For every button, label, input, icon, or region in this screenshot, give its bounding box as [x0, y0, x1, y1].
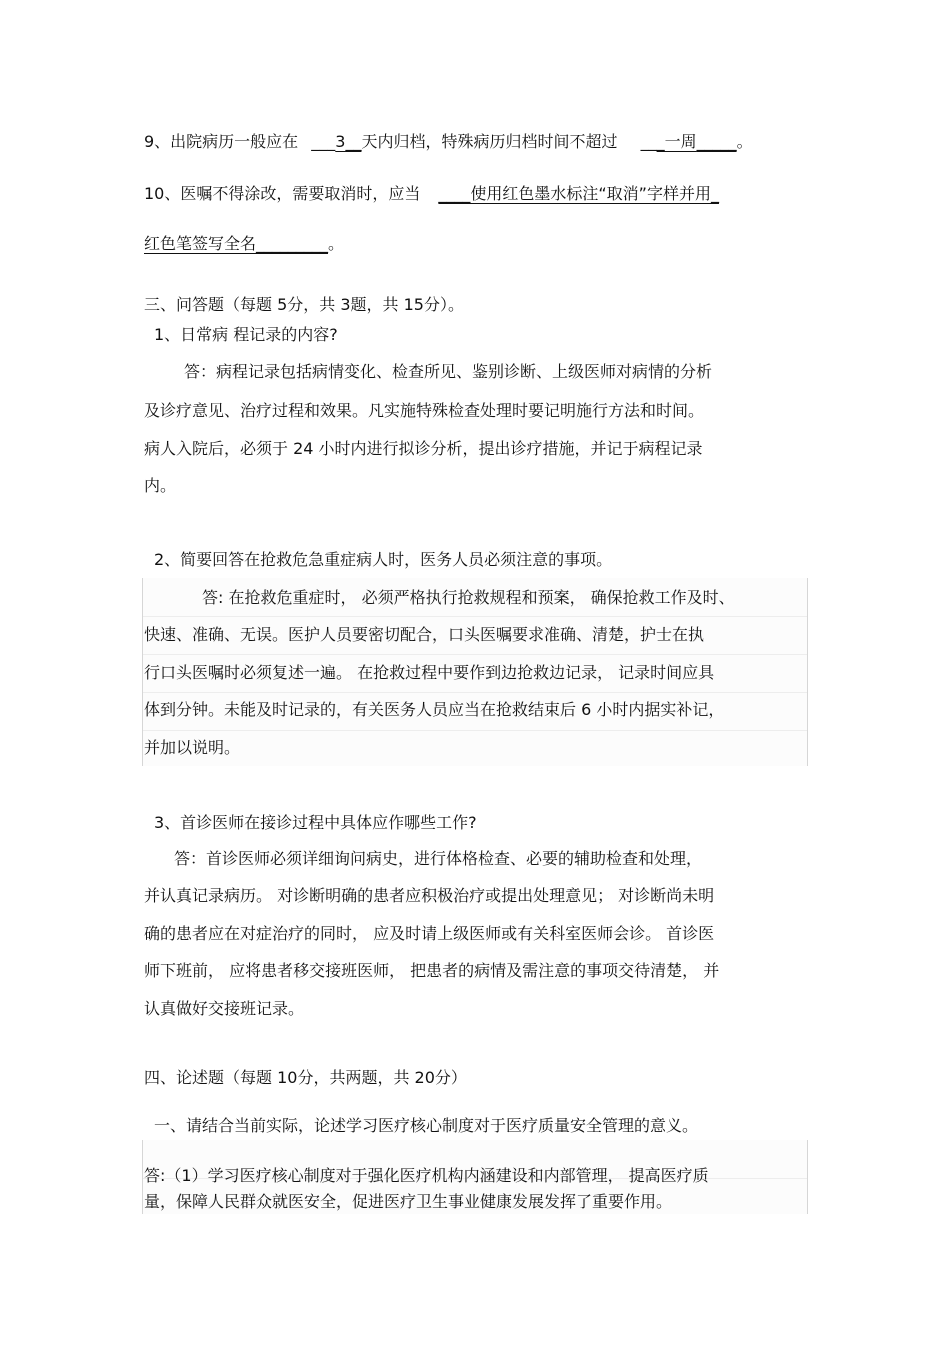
q9-text-a: 9、出院病历一般应在	[144, 132, 299, 151]
s3-q1-answer-line-1: 答：病程记录包括病情变化、检查所见、鉴别诊断、上级医师对病情的分析	[184, 362, 713, 381]
q9-blank-tail: __	[345, 132, 362, 151]
s4-q1-answer-line-2: 量，保障人民群众就医安全，促进医疗卫生事业健康发展发挥了重要作用。	[144, 1192, 673, 1211]
q9-period: 。	[736, 132, 753, 151]
q10-period: 。	[328, 234, 345, 253]
section4-heading: 四、论述题（每题 10分，共两题，共 20分）	[144, 1068, 467, 1087]
s3-q2-answer-line-2: 快速、准确、无误。医护人员要密切配合，口头医嘱要求准确、清楚，护士在执	[144, 625, 705, 644]
q9-text-c: 天内归档，特殊病历归档时间不超过	[361, 132, 618, 151]
fill-in-q10-cont	[144, 236, 344, 252]
s3-q2-question: 2、简要回答在抢救危急重症病人时，医务人员必须注意的事项。	[154, 550, 613, 569]
fill-in-q9	[144, 134, 753, 150]
s3-q2-answer-line-5: 并加以说明。	[144, 738, 241, 757]
s3-q3-question: 3、首诊医师在接诊过程中具体应作哪些工作?	[154, 813, 477, 832]
q9-blank-lead: ___	[306, 132, 336, 151]
s4-q1-answer-line-1: 答:（1）学习医疗核心制度对于强化医疗机构内涵建设和内部管理， 提高医疗质	[144, 1166, 709, 1185]
s3-q2-answer-line-3: 行口头医嘱时必须复述一遍。 在抢救过程中要作到边抢救边记录， 记录时间应具	[144, 663, 715, 682]
s3-q1-answer-line-4: 内。	[144, 476, 177, 495]
s3-q2-answer-line-4: 体到分钟。未能及时记录的，有关医务人员应当在抢救结束后 6 小时内据实补记，	[144, 700, 725, 719]
q9-blank2-answer: _一周	[656, 132, 697, 151]
s3-q3-answer-line-1: 答：首诊医师必须详细询问病史，进行体格检查、必要的辅助检查和处理，	[174, 849, 703, 868]
s3-q1-answer-line-3: 病人入院后，必须于 24 小时内进行拟诊分析，提出诊疗措施，并记于病程记录	[144, 439, 703, 458]
s3-q2-answer-line-1: 答: 在抢救危重症时， 必须严格执行抢救规程和预案， 确保抢救工作及时、	[202, 588, 735, 607]
fill-in-q10	[144, 186, 719, 202]
section3-heading: 三、问答题（每题 5分，共 3题，共 15分）。	[144, 295, 464, 314]
s3-q3-answer-line-5: 认真做好交接班记录。	[144, 999, 305, 1018]
q9-blank2-lead: __	[635, 132, 657, 151]
q10-answer-part1: ____使用红色墨水标注“取消”字样并用_	[438, 184, 719, 203]
q10-text-a: 10、医嘱不得涂改，需要取消时，应当	[144, 184, 421, 203]
s4-q1-question: 一、请结合当前实际，论述学习医疗核心制度对于医疗质量安全管理的意义。	[154, 1116, 699, 1135]
q9-blank2-tail: _____	[696, 132, 737, 151]
s3-q3-answer-line-4: 师下班前， 应将患者移交接班医师， 把患者的病情及需注意的事项交待清楚， 并	[144, 961, 720, 980]
s3-q3-answer-line-2: 并认真记录病历。 对诊断明确的患者应积极治疗或提出处理意见； 对诊断尚未明	[144, 886, 715, 905]
s3-q1-question: 1、日常病 程记录的内容?	[154, 325, 338, 344]
q10-answer-part2: 红色笔签写全名_________	[144, 234, 329, 253]
s3-q3-answer-line-3: 确的患者应在对症治疗的同时， 应及时请上级医师或有关科室医师会诊。 首诊医	[144, 924, 715, 943]
s3-q1-answer-line-2: 及诊疗意见、治疗过程和效果。凡实施特殊检查处理时要记明施行方法和时间。	[144, 401, 705, 420]
q9-blank-answer: 3	[335, 132, 346, 151]
